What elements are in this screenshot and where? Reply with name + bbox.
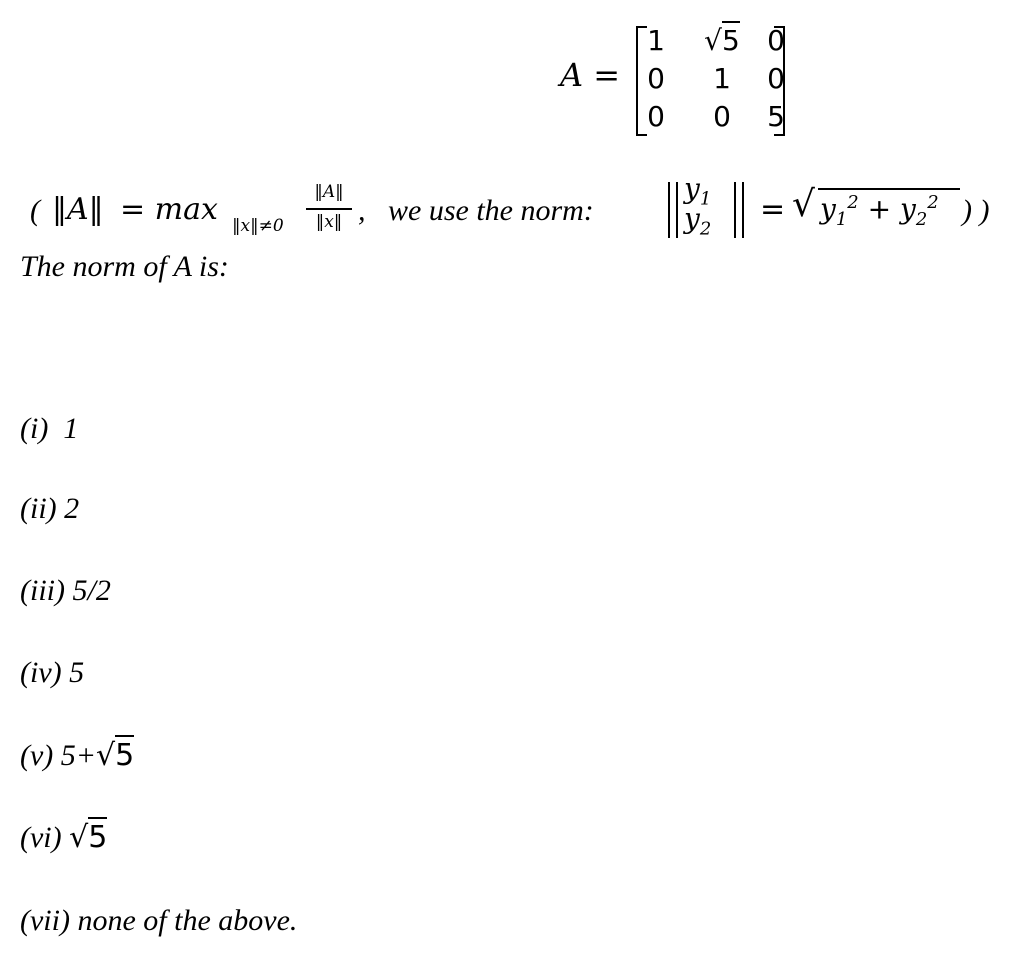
question-text: The norm of A is: bbox=[20, 250, 229, 283]
option-iv: (iv) 5 bbox=[20, 656, 85, 689]
max-subscript: ‖x‖≠0 bbox=[232, 216, 284, 236]
close-parens: ) ) bbox=[962, 194, 990, 227]
we-use-norm-text: we use the norm: bbox=[388, 194, 594, 227]
matrix-cell: 5 bbox=[767, 100, 785, 133]
norm-definition bbox=[0, 172, 1024, 248]
matrix-cell: 0 bbox=[647, 100, 665, 133]
matrix-cell: 0 bbox=[767, 24, 785, 57]
matrix-label: A = bbox=[560, 56, 621, 94]
sqrt-argument: $y_1^2 + y_2^2$ bbox=[820, 192, 939, 230]
option-ii: (ii) 2 bbox=[20, 492, 80, 525]
sqrt-icon: √ bbox=[96, 738, 116, 773]
option-vi: (vi) √5 bbox=[20, 820, 107, 855]
comma: , bbox=[358, 194, 366, 227]
matrix-cell: 0 bbox=[767, 62, 785, 95]
vector-entry-y1: $y_1$ bbox=[684, 172, 712, 210]
equals-sign: = bbox=[760, 192, 786, 227]
vector-entry-y2: $y_2$ bbox=[684, 202, 712, 240]
sqrt-icon: √ bbox=[69, 820, 89, 855]
sqrt-overline bbox=[818, 188, 960, 190]
norm-a-symbol: ‖A‖ bbox=[52, 192, 104, 227]
option-i: (i) 1 bbox=[20, 412, 79, 445]
fraction-bar bbox=[306, 208, 352, 210]
fraction-numerator: ‖A‖ bbox=[314, 182, 344, 202]
vector-norm-left-bars bbox=[668, 182, 678, 238]
option-vii: (vii) none of the above. bbox=[20, 904, 298, 937]
fraction-denominator: ‖x‖ bbox=[315, 212, 343, 232]
matrix-cell: √5 bbox=[702, 24, 742, 57]
sqrt-symbol: √ bbox=[792, 184, 815, 225]
matrix-a bbox=[560, 22, 800, 140]
open-paren: ( bbox=[30, 194, 40, 227]
option-iii: (iii) 5/2 bbox=[20, 574, 111, 607]
option-v: (v) 5+√5 bbox=[20, 738, 134, 773]
vector-norm-right-bars bbox=[734, 182, 744, 238]
matrix-cell: 0 bbox=[647, 62, 665, 95]
max-operator: = max bbox=[120, 192, 218, 227]
matrix-cell: 0 bbox=[713, 100, 731, 133]
matrix-cell: 1 bbox=[713, 62, 731, 95]
matrix-cell: 1 bbox=[647, 24, 665, 57]
